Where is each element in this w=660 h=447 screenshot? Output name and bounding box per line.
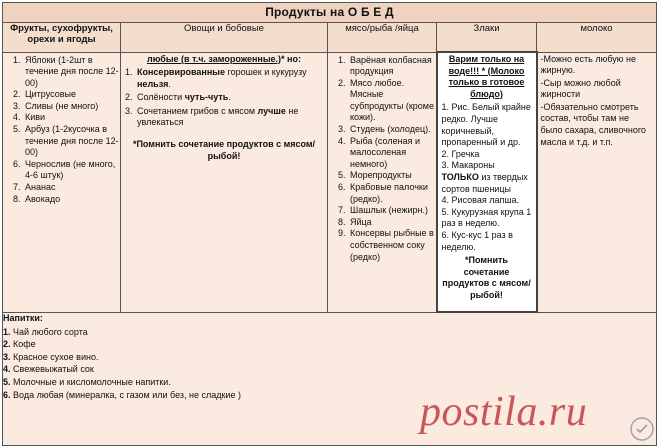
list-item: 1. Чай любого сорта: [3, 326, 88, 337]
grains-note: *Помнить сочетание продуктов с мясом/рыбой!: [442, 255, 531, 300]
list-item: 7. Шашлык (нежирн.): [348, 205, 436, 217]
list-item: 4. Рыба (соленая и малосоленая немного): [348, 136, 436, 171]
fruits-list: [3, 55, 120, 206]
products-table: [2, 2, 657, 446]
list-item: -Обязательно смотреть состав, чтобы там не было сахара, сливочного масла и т.д. и т.п.: [540, 101, 646, 147]
list-item: 1. Варёная колбасная продукция: [348, 55, 436, 78]
list-item: 2. Кофе: [3, 339, 36, 350]
list-item: 5. Молочные и кисломолочные напитки.: [3, 376, 171, 387]
meat-cell: [328, 52, 437, 312]
list-item: 1. Яблоки (1-2шт в течение дня после 12-00): [23, 55, 120, 90]
list-item: 9. Консервы рыбные в собственном соку (редко): [348, 228, 436, 263]
list-item: 4. Киви: [23, 112, 120, 124]
list-item: 2. Солёности чуть-чуть.: [135, 92, 327, 104]
list-item: 6. Вода любая (минералка, с газом или без, не сладкие ): [3, 389, 241, 400]
list-item: 1. Рис. Белый крайне редко. Лучше коричневый, пропаренный и др.: [441, 102, 531, 148]
list-item: 3. Сочетанием грибов с мясом лучше не увлекаться: [135, 106, 327, 129]
list-item: 5. Арбуз (1-2кусочка в течение дня после 12-00): [23, 124, 120, 159]
list-item: 4. Свежевыжатый сок: [3, 364, 94, 375]
list-item: 6. Кус-кус 1 раз в неделю.: [441, 229, 513, 252]
table-title: Продукты на О Б Е Д: [3, 3, 657, 23]
list-item: 4. Рисовая лапша.: [441, 195, 520, 206]
header-milk: молоко: [537, 23, 657, 53]
list-item: 2. Гречка: [441, 148, 480, 159]
list-item: 6. Крабовые палочки (редко).: [348, 182, 436, 205]
grains-cell: [437, 52, 537, 312]
list-item: 3. Макароны ТОЛЬКО из твердых сортов пшеницы: [441, 160, 528, 194]
header-meat: мясо/рыба /яйца: [328, 23, 437, 53]
milk-cell: [537, 52, 657, 312]
list-item: -Сыр можно любой жирности: [540, 77, 621, 100]
vegetables-note: *Помнить сочетание продуктов с мясом/рыбой!: [132, 139, 316, 161]
list-item: 2. Мясо любое. Мясные субпродукты (кроме кожи).: [348, 78, 436, 124]
header-fruits: Фрукты, сухофрукты, орехи и ягоды: [3, 23, 121, 53]
vegetables-list: [121, 67, 327, 129]
list-item: 3. Студень (холодец).: [348, 124, 436, 136]
list-item: 5. Морепродукты: [348, 170, 436, 182]
corner-stamp-icon: [629, 416, 655, 442]
list-item: 7. Ананас: [23, 182, 120, 194]
list-item: 3. Сливы (не много): [23, 101, 120, 113]
list-item: 3. Красное сухое вино.: [3, 351, 99, 362]
postila-watermark: postila.ru: [420, 389, 588, 435]
header-vegetables: Овощи и бобовые: [121, 23, 328, 53]
list-item: 5. Кукурузная крупа 1 раз в неделю.: [441, 206, 532, 229]
meat-list: [328, 55, 436, 264]
list-item: 6. Чернослив (не много, 4-6 штук): [23, 159, 120, 182]
fruits-cell: [3, 52, 121, 312]
meal-products-table-page: [2, 2, 656, 443]
drinks-title: Напитки:: [3, 313, 43, 323]
list-item: 2. Цитрусовые: [23, 89, 120, 101]
grains-header-note: Варим только на воде!!! * (Молоко только в готовое блюдо): [448, 54, 525, 99]
vegetables-cell: [121, 52, 328, 312]
list-item: 8. Авокадо: [23, 194, 120, 206]
list-item: 1. Консервированные горошек и кукурузу нельзя.: [135, 67, 327, 90]
header-grains: Злаки: [437, 23, 537, 53]
grains-list: [438, 102, 536, 253]
vegetables-intro: любые (в т.ч. замороженные.)* но:: [147, 53, 301, 64]
list-item: -Можно есть любую не жирную.: [540, 53, 636, 76]
list-item: 8. Яйца: [348, 217, 436, 229]
